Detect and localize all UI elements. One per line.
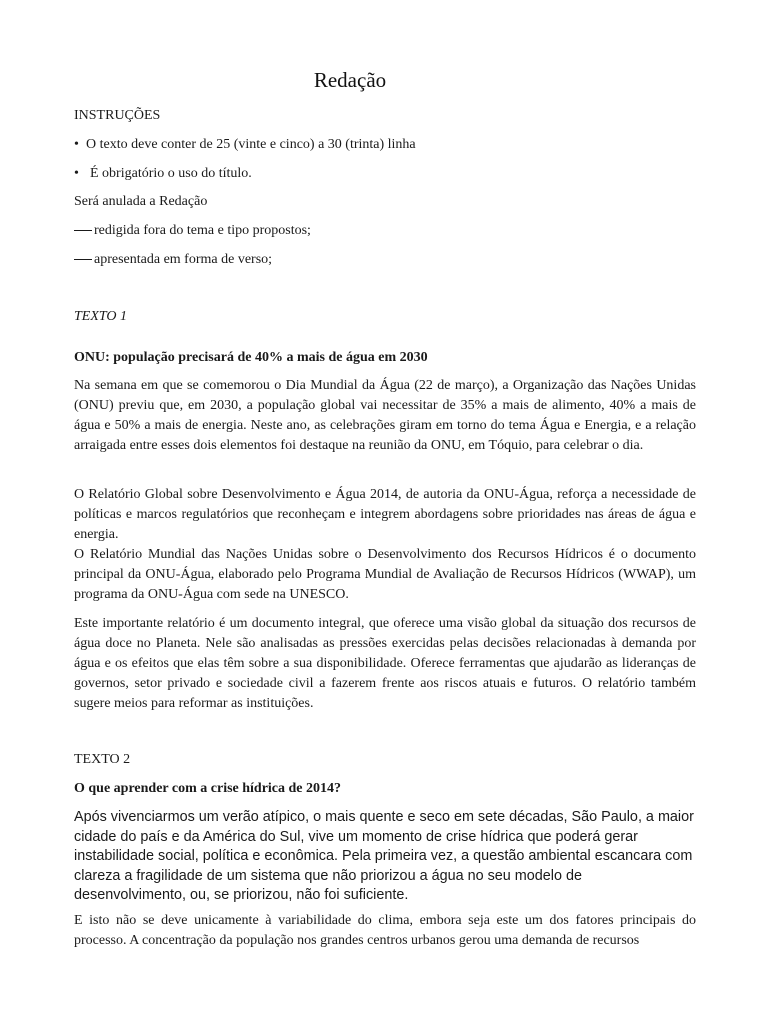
dash-icon — [74, 259, 92, 260]
annul-heading: Será anulada a Redação — [74, 194, 208, 209]
texto1-paragraph-3: O Relatório Mundial das Nações Unidas sobre o Desenvolvimento dos Recursos Hídricos é o documento principal da ONU-Água, elaborado pelo Programa Mundial de Avaliação de Recursos Hídricos (WWAP), um programa da ONU-Água com sede na UNESCO. — [74, 547, 696, 602]
bullet-icon: • — [74, 166, 79, 181]
texto2-paragraph-1: Após vivenciarmos um verão atípico, o mais quente e seco em sete décadas, São Paulo, a maior cidade do país e da América do Sul, vive um momento de crise hídrica que poderá gerar instabilidade social, política e econômica. Pela primeira vez, a questão ambiental escancara com clareza a fragilidade de um sistema que não priorizou a água no seu modelo de desenvolvimento, ou, se priorizou, não foi suficiente. — [74, 809, 694, 903]
texto1-headline: ONU: população precisará de 40% a mais de água em 2030 — [74, 350, 428, 365]
dash-icon — [74, 230, 92, 231]
annul-item-2 — [74, 250, 272, 270]
texto1-label: TEXTO 1 — [74, 309, 128, 324]
texto2-headline: O que aprender com a crise hídrica de 2014? — [74, 781, 342, 796]
instruction-bullet-2 — [74, 164, 252, 184]
instruction-bullet-text: É obrigatório o uso do título. — [90, 166, 252, 181]
instruction-bullet-1 — [74, 135, 416, 155]
annul-item-text: redigida fora do tema e tipo propostos; — [94, 223, 311, 238]
instruction-bullet-text: O texto deve conter de 25 (vinte e cinco) a 30 (trinta) linha — [86, 137, 416, 152]
instructions-heading: INSTRUÇÕES — [74, 108, 161, 123]
annul-item-text: apresentada em forma de verso; — [94, 252, 273, 267]
document-title: Redação — [313, 68, 387, 92]
annul-item-1 — [74, 221, 311, 241]
texto2-label: TEXTO 2 — [74, 752, 131, 767]
texto1-paragraph-2: O Relatório Global sobre Desenvolvimento e Água 2014, de autoria da ONU-Água, reforça a necessidade de políticas e marcos regulatórios que reconheçam e integrem abordagens sobre prioridades nas áreas de água e energia. — [74, 487, 696, 542]
bullet-icon: • — [74, 137, 79, 152]
texto2-paragraph-2: E isto não se deve unicamente à variabilidade do clima, embora seja este um dos fatores principais do processo. A concentração da população nos grandes centros urbanos gerou uma demanda de recursos — [74, 913, 696, 948]
texto1-paragraph-1: Na semana em que se comemorou o Dia Mundial da Água (22 de março), a Organização das Nações Unidas (ONU) previu que, em 2030, a população global vai necessitar de 35% a mais de alimento, 40% a mais de água e 50% a mais de energia. Neste ano, as celebrações giram em torno do tema Água e Energia, e a relação arraigada entre esses dois elementos foi destaque na reunião da ONU, em Tóquio, para celebrar o dia. — [74, 378, 696, 453]
texto1-paragraph-4: Este importante relatório é um documento integral, que oferece uma visão global da situação dos recursos de água doce no Planeta. Nele são analisadas as pressões exercidas pelas decisões relacionadas à demanda por água e os efeitos que elas têm sobre a sua disponibilidade. Oferece ferramentas que ajudarão as lideranças de governos, setor privado e sociedade civil a fazerem frente aos riscos atuais e futuros. O relatório também sugere meios para reformar as instituições. — [74, 616, 696, 711]
